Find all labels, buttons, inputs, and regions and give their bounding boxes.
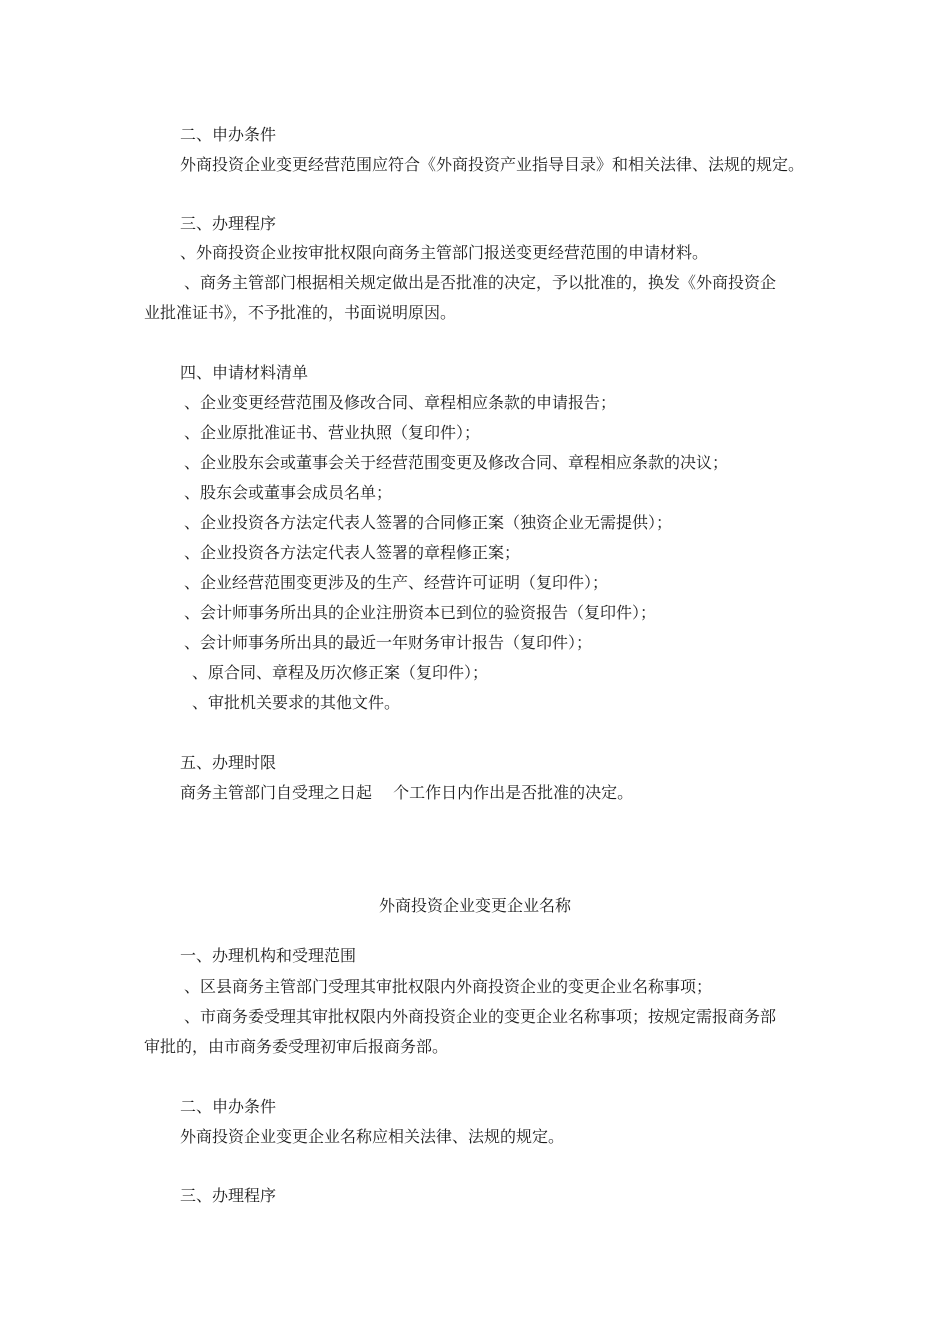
section-title: 外商投资企业变更企业名称 (378, 896, 571, 915)
heading-time-limit: 五、办理时限 (180, 753, 277, 772)
procedure-item-2: 、商务主管部门根据相关规定做出是否批准的决定，予以批准的，换发《外商投资企 (184, 273, 777, 292)
material-item: 、会计师事务所出具的企业注册资本已到位的验资报告（复印件）； (184, 603, 657, 622)
heading-conditions-2: 二、申办条件 (180, 1097, 277, 1116)
time-limit-text: 商务主管部门自受理之日起 个工作日内作出是否批准的决定。 (180, 783, 634, 802)
heading-agency: 一、办理机构和受理范围 (180, 946, 357, 965)
material-item: 、股东会或董事会成员名单； (184, 483, 393, 502)
heading-conditions: 二、申办条件 (180, 125, 277, 144)
material-item: 、原合同、章程及历次修正案（复印件）； (192, 663, 489, 682)
agency-item-2-cont: 审批的，由市商务委受理初审后报商务部。 (144, 1037, 449, 1056)
procedure-item-1: 、外商投资企业按审批权限向商务主管部门报送变更经营范围的申请材料。 (180, 243, 709, 262)
material-item: 、企业经营范围变更涉及的生产、经营许可证明（复印件）； (184, 573, 609, 592)
agency-item-2: 、市商务委受理其审批权限内外商投资企业的变更企业名称事项；按规定需报商务部 (184, 1007, 777, 1026)
material-item: 、企业投资各方法定代表人签署的章程修正案； (184, 543, 521, 562)
heading-procedure: 三、办理程序 (180, 214, 277, 233)
conditions-text-2: 外商投资企业变更企业名称应相关法律、法规的规定。 (180, 1127, 565, 1146)
material-item: 、企业股东会或董事会关于经营范围变更及修改合同、章程相应条款的决议； (184, 453, 729, 472)
material-item: 、会计师事务所出具的最近一年财务审计报告（复印件）； (184, 633, 593, 652)
conditions-text: 外商投资企业变更经营范围应符合《外商投资产业指导目录》和相关法律、法规的规定。 (180, 155, 805, 174)
heading-procedure-2: 三、办理程序 (180, 1186, 277, 1205)
material-item: 、审批机关要求的其他文件。 (192, 693, 401, 712)
heading-materials: 四、申请材料清单 (180, 363, 309, 382)
agency-item-1: 、区县商务主管部门受理其审批权限内外商投资企业的变更企业名称事项； (184, 977, 713, 996)
material-item: 、企业原批准证书、营业执照（复印件）； (184, 423, 481, 442)
material-item: 、企业投资各方法定代表人签署的合同修正案（独资企业无需提供）； (184, 513, 673, 532)
material-item: 、企业变更经营范围及修改合同、章程相应条款的申请报告； (184, 393, 617, 412)
procedure-item-2-cont: 业批准证书》，不予批准的，书面说明原因。 (144, 303, 457, 322)
